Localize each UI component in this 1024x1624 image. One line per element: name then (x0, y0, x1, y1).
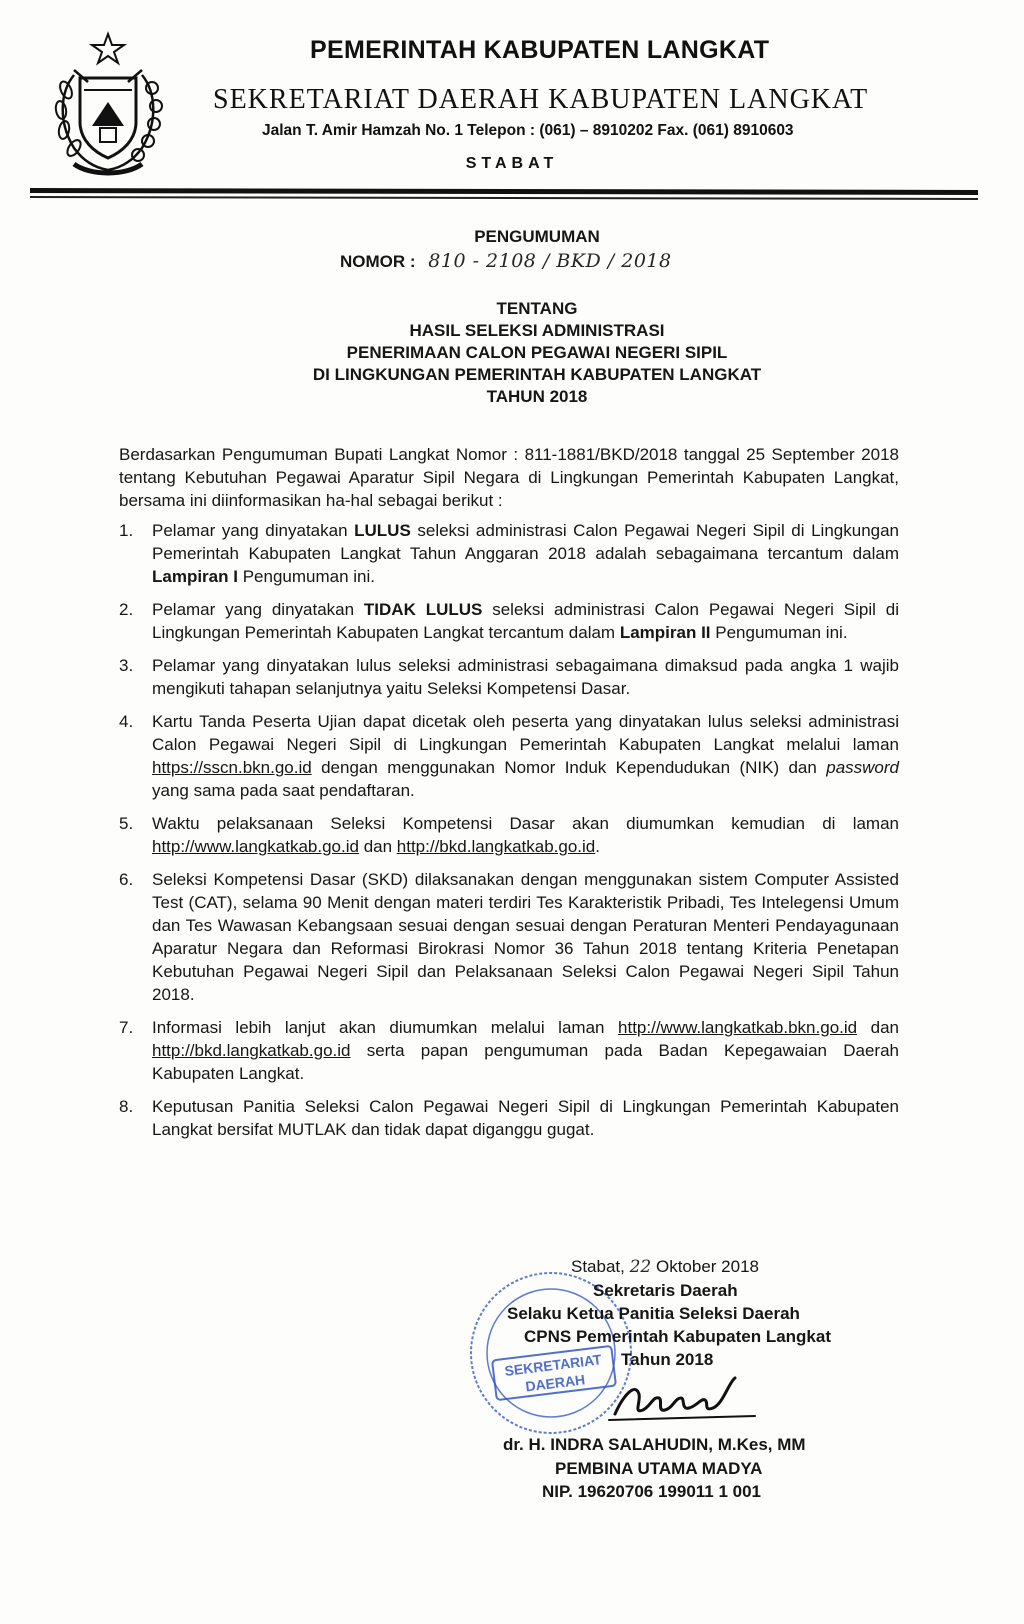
item-text: dan (857, 1018, 899, 1037)
subject-line: TENTANG (496, 299, 578, 318)
subject-line: HASIL SELEKSI ADMINISTRASI (409, 321, 665, 340)
item-text: . (595, 837, 600, 856)
letterhead-address: Jalan T. Amir Hamzah No. 1 Telepon : (061) – 8910202 Fax. (061) 8910603 (262, 122, 794, 139)
handwritten-signature (605, 1368, 765, 1428)
letterhead-divider (30, 188, 978, 195)
announcement-title: PENGUMUMAN (474, 227, 600, 246)
item-text: Pengumuman ini. (710, 623, 848, 642)
list-item (119, 519, 899, 588)
item-emphasis: Lampiran I (152, 567, 238, 586)
item-number: 3. (119, 656, 134, 675)
item-text: Pelamar yang dinyatakan lulus seleksi administrasi sebagaimana dimaksud pada angka 1 wajib mengikuti tahapan selanjutnya yaitu Seleksi Kompetensi Dasar. (152, 656, 899, 698)
signatory-name: dr. H. INDRA SALAHUDIN, M.Kes, MM (503, 1435, 806, 1454)
announcement-number (340, 250, 672, 272)
item-text: dan (358, 837, 397, 856)
item-emphasis: LULUS (354, 521, 411, 540)
langkatkab-bkn-link[interactable]: http://www.langkatkab.bkn.go.id (618, 1018, 858, 1037)
signatory-role: Tahun 2018 (621, 1350, 714, 1369)
letterhead-city: STABAT (465, 155, 559, 172)
list-item (119, 1095, 899, 1141)
signatory-title: Sekretaris Daerah (593, 1281, 738, 1300)
intro-paragraph: Berdasarkan Pengumuman Bupati Langkat Nomor : 811-1881/BKD/2018 tanggal 25 September 2018 tentang Kebutuhan Pegawai Aparatur Sipil Negara di Lingkungan Pemerintah Kabupaten Langkat, bersama ini diinformasikan ha-hal sebagai berikut : (119, 445, 899, 510)
stamp-text: SEKRETARIAT DAERAH (491, 1345, 617, 1402)
subject-line: PENERIMAAN CALON PEGAWAI NEGERI SIPIL (346, 343, 728, 362)
announcement-list (119, 519, 899, 1151)
item-text: Kartu Tanda Peserta Ujian dapat dicetak oleh peserta yang dinyatakan lulus seleksi administrasi Calon Pegawai Negeri Sipil di Lingkungan Pemerintah Kabupaten Langkat melalui laman (152, 712, 899, 754)
item-text: Informasi lebih lanjut akan diumumkan melalui laman (152, 1018, 619, 1037)
item-text: seleksi administrasi Calon Pegawai Negeri Sipil di Lingkungan Pemerintah Kabupaten Langkat tercantum dalam (152, 600, 899, 642)
bkd-link[interactable]: http://bkd.langkatkab.go.id (152, 1041, 351, 1060)
item-text: seleksi administrasi Calon Pegawai Negeri Sipil di Lingkungan Pemerintah Kabupaten Langkat Tahun Anggaran 2018 adalah sebagaimana tercantum dalam (152, 521, 900, 563)
letterhead-government: PEMERINTAH KABUPATEN LANGKAT (310, 36, 770, 64)
item-number: 6. (119, 870, 134, 889)
letterhead-divider-thin (30, 196, 978, 199)
signatory-nip: NIP. 19620706 199011 1 001 (542, 1482, 762, 1501)
item-text: Waktu pelaksanaan Seleksi Kompetensi Dasar akan diumumkan kemudian di laman (152, 814, 899, 833)
item-number: 1. (119, 521, 134, 540)
number-label: NOMOR : (340, 252, 416, 271)
item-text: serta papan pengumuman pada Badan Kepegawaian Daerah Kabupaten Langkat. (152, 1041, 899, 1083)
date-place: Stabat, (571, 1257, 625, 1276)
list-item (119, 598, 899, 644)
item-number: 2. (119, 600, 134, 619)
item-text: yang sama pada saat pendaftaran. (152, 781, 415, 800)
list-item (119, 654, 899, 700)
item-number: 8. (119, 1097, 134, 1116)
date-day: 22 (629, 1257, 652, 1277)
list-item (119, 710, 899, 802)
bkd-link[interactable]: http://bkd.langkatkab.go.id (396, 837, 596, 856)
sscn-link[interactable]: https://sscn.bkn.go.id (152, 758, 312, 777)
signature-date (507, 1255, 887, 1279)
announcement-subject (0, 298, 1024, 408)
item-number: 5. (119, 814, 134, 833)
signatory-rank: PEMBINA UTAMA MADYA (555, 1459, 763, 1478)
date-month-year: Oktober 2018 (655, 1257, 759, 1276)
letterhead-secretariat: SEKRETARIAT DAERAH KABUPATEN LANGKAT (213, 84, 869, 115)
item-italic: password (826, 758, 899, 777)
signature-block (507, 1255, 887, 1371)
subject-line: TAHUN 2018 (486, 387, 588, 406)
item-text: Keputusan Panitia Seleksi Calon Pegawai Negeri Sipil di Lingkungan Pemerintah Kabupaten Langkat bersifat MUTLAK dan tidak dapat diganggu gugat. (152, 1097, 899, 1139)
item-emphasis: Lampiran II (619, 623, 711, 642)
list-item (119, 812, 899, 858)
signatory-role: Selaku Ketua Panitia Seleksi Daerah (507, 1304, 800, 1323)
item-text: Pelamar yang dinyatakan (152, 600, 364, 619)
subject-line: DI LINGKUNGAN PEMERINTAH KABUPATEN LANGKAT (312, 365, 762, 384)
item-emphasis: TIDAK LULUS (363, 600, 483, 619)
item-text: Seleksi Kompetensi Dasar (SKD) dilaksanakan dengan menggunakan sistem Computer Assisted Test (CAT), selama 90 Menit dengan materi terdiri Tes Karakteristik Pribadi, Tes Intelegensi Umum dan Tes Wawasan Kebangsaan sesuai dengan sesuai dengan Peraturan Menteri Pendayagunaan Aparatur Negara dan Reformasi Birokrasi Nomor 36 Tahun 2018 tentang Kriteria Penetapan Kebutuhan Pegawai Negeri Sipil dan Pelaksanaan Seleksi Calon Pegawai Negeri Sipil Tahun 2018. (152, 870, 899, 1004)
langkatkab-link[interactable]: http://www.langkatkab.go.id (152, 837, 359, 856)
signatory-role: CPNS Pemerintah Kabupaten Langkat (524, 1327, 832, 1346)
list-item (119, 1016, 899, 1085)
item-text: Pelamar yang dinyatakan (152, 521, 355, 540)
number-value: 810 - 2108 / BKD / 2018 (428, 250, 672, 272)
item-text: Pengumuman ini. (237, 567, 375, 586)
list-item (119, 868, 899, 1006)
item-number: 4. (119, 712, 134, 731)
item-text: dengan menggunakan Nomor Induk Kependudukan (NIK) dan (311, 758, 827, 777)
item-number: 7. (119, 1018, 134, 1037)
